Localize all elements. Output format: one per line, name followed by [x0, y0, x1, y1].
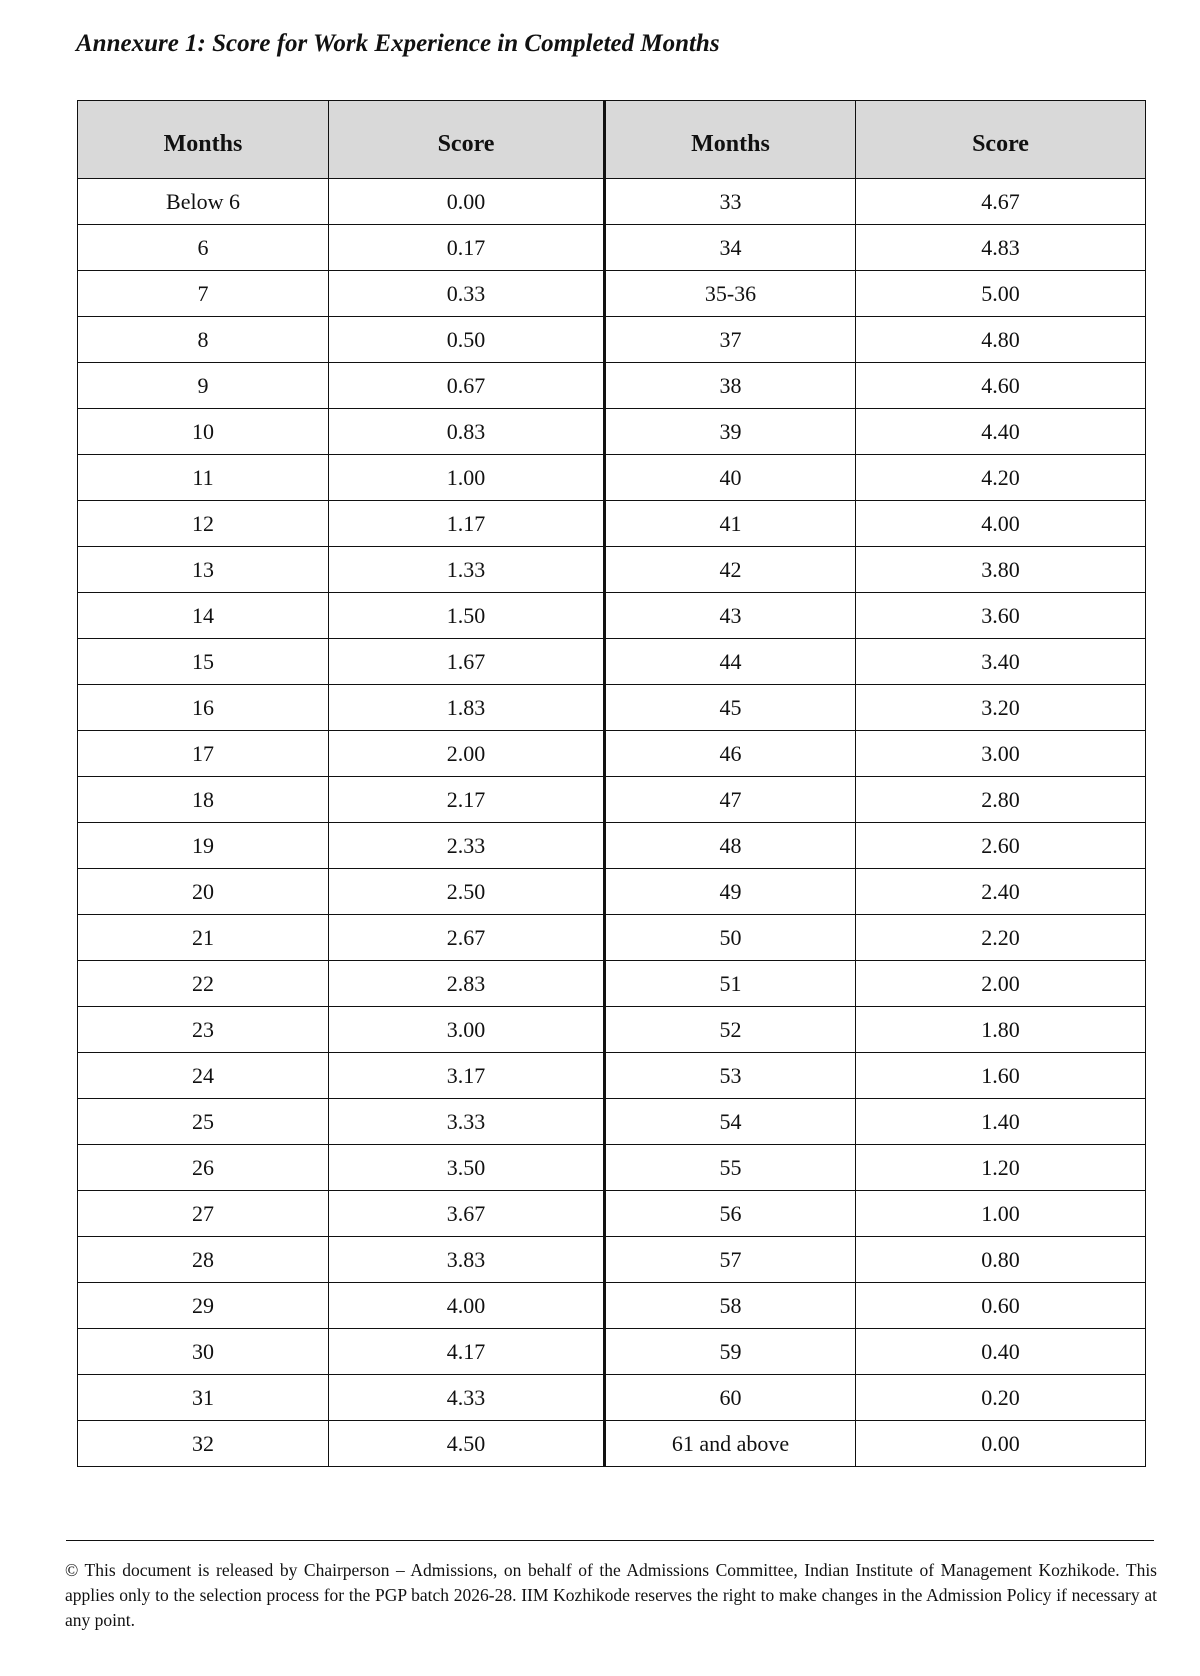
score-left-cell: 2.67	[329, 915, 605, 961]
score-left-cell: 4.17	[329, 1329, 605, 1375]
months-right-cell: 57	[605, 1237, 856, 1283]
months-left-cell: 23	[78, 1007, 329, 1053]
months-left-cell: 10	[78, 409, 329, 455]
months-right-cell: 43	[605, 593, 856, 639]
months-right-cell: 61 and above	[605, 1421, 856, 1467]
table-row	[78, 363, 1146, 409]
table-row	[78, 777, 1146, 823]
score-right-cell: 1.80	[856, 1007, 1146, 1053]
score-right-cell: 1.40	[856, 1099, 1146, 1145]
score-left-cell: 2.33	[329, 823, 605, 869]
score-left-cell: 0.50	[329, 317, 605, 363]
table-row	[78, 915, 1146, 961]
score-left-cell: 1.67	[329, 639, 605, 685]
table-row	[78, 1053, 1146, 1099]
table-row	[78, 1283, 1146, 1329]
months-right-cell: 58	[605, 1283, 856, 1329]
months-right-cell: 56	[605, 1191, 856, 1237]
months-left-cell: 29	[78, 1283, 329, 1329]
score-right-cell: 0.40	[856, 1329, 1146, 1375]
months-right-cell: 38	[605, 363, 856, 409]
table-row	[78, 1145, 1146, 1191]
score-right-cell: 3.60	[856, 593, 1146, 639]
months-right-cell: 60	[605, 1375, 856, 1421]
table-row	[78, 1007, 1146, 1053]
table-row	[78, 593, 1146, 639]
table-row	[78, 547, 1146, 593]
score-left-cell: 3.17	[329, 1053, 605, 1099]
months-right-cell: 33	[605, 179, 856, 225]
table-row	[78, 961, 1146, 1007]
table-row	[78, 1191, 1146, 1237]
score-left-cell: 2.00	[329, 731, 605, 777]
score-right-cell: 4.40	[856, 409, 1146, 455]
table-row	[78, 271, 1146, 317]
header-score-right: Score	[856, 101, 1146, 179]
score-right-cell: 0.00	[856, 1421, 1146, 1467]
table-row	[78, 869, 1146, 915]
score-right-cell: 0.80	[856, 1237, 1146, 1283]
months-left-cell: 31	[78, 1375, 329, 1421]
months-right-cell: 39	[605, 409, 856, 455]
months-right-cell: 44	[605, 639, 856, 685]
months-right-cell: 55	[605, 1145, 856, 1191]
score-right-cell: 2.00	[856, 961, 1146, 1007]
score-left-cell: 0.83	[329, 409, 605, 455]
months-left-cell: 11	[78, 455, 329, 501]
score-right-cell: 3.00	[856, 731, 1146, 777]
months-left-cell: 6	[78, 225, 329, 271]
months-right-cell: 34	[605, 225, 856, 271]
months-right-cell: 49	[605, 869, 856, 915]
score-right-cell: 2.80	[856, 777, 1146, 823]
months-left-cell: 13	[78, 547, 329, 593]
months-left-cell: 32	[78, 1421, 329, 1467]
score-left-cell: 3.83	[329, 1237, 605, 1283]
score-left-cell: 0.00	[329, 179, 605, 225]
months-right-cell: 50	[605, 915, 856, 961]
months-left-cell: 28	[78, 1237, 329, 1283]
months-right-cell: 37	[605, 317, 856, 363]
months-right-cell: 46	[605, 731, 856, 777]
score-right-cell: 2.40	[856, 869, 1146, 915]
score-left-cell: 4.33	[329, 1375, 605, 1421]
header-score-left: Score	[329, 101, 605, 179]
months-left-cell: 20	[78, 869, 329, 915]
months-left-cell: 16	[78, 685, 329, 731]
months-left-cell: 17	[78, 731, 329, 777]
months-left-cell: 12	[78, 501, 329, 547]
score-left-cell: 1.50	[329, 593, 605, 639]
score-right-cell: 4.67	[856, 179, 1146, 225]
score-right-cell: 1.20	[856, 1145, 1146, 1191]
table-row	[78, 317, 1146, 363]
score-right-cell: 2.60	[856, 823, 1146, 869]
header-months-right: Months	[605, 101, 856, 179]
table-row	[78, 639, 1146, 685]
table-row	[78, 1375, 1146, 1421]
score-left-cell: 3.67	[329, 1191, 605, 1237]
header-months-left: Months	[78, 101, 329, 179]
months-right-cell: 47	[605, 777, 856, 823]
table-row	[78, 731, 1146, 777]
table-row	[78, 225, 1146, 271]
table-row	[78, 409, 1146, 455]
months-right-cell: 53	[605, 1053, 856, 1099]
months-right-cell: 40	[605, 455, 856, 501]
months-left-cell: 27	[78, 1191, 329, 1237]
months-left-cell: 24	[78, 1053, 329, 1099]
table-header	[78, 101, 1146, 179]
months-right-cell: 51	[605, 961, 856, 1007]
months-left-cell: 14	[78, 593, 329, 639]
table-body	[78, 179, 1146, 1467]
score-left-cell: 0.33	[329, 271, 605, 317]
score-left-cell: 0.17	[329, 225, 605, 271]
score-left-cell: 2.50	[329, 869, 605, 915]
score-left-cell: 1.17	[329, 501, 605, 547]
table-row	[78, 823, 1146, 869]
months-right-cell: 42	[605, 547, 856, 593]
months-left-cell: 21	[78, 915, 329, 961]
months-right-cell: 35-36	[605, 271, 856, 317]
months-right-cell: 45	[605, 685, 856, 731]
score-left-cell: 3.00	[329, 1007, 605, 1053]
score-left-cell: 1.33	[329, 547, 605, 593]
months-left-cell: 8	[78, 317, 329, 363]
score-left-cell: 1.83	[329, 685, 605, 731]
score-right-cell: 3.20	[856, 685, 1146, 731]
score-right-cell: 0.20	[856, 1375, 1146, 1421]
table-row	[78, 685, 1146, 731]
table-row	[78, 1099, 1146, 1145]
annexure-title: Annexure 1: Score for Work Experience in Completed Months	[76, 30, 720, 57]
months-left-cell: 30	[78, 1329, 329, 1375]
months-left-cell: 18	[78, 777, 329, 823]
score-left-cell: 0.67	[329, 363, 605, 409]
months-left-cell: Below 6	[78, 179, 329, 225]
score-right-cell: 4.20	[856, 455, 1146, 501]
score-left-cell: 1.00	[329, 455, 605, 501]
score-left-cell: 3.50	[329, 1145, 605, 1191]
months-right-cell: 48	[605, 823, 856, 869]
months-left-cell: 9	[78, 363, 329, 409]
months-left-cell: 19	[78, 823, 329, 869]
table-row	[78, 501, 1146, 547]
months-right-cell: 41	[605, 501, 856, 547]
months-left-cell: 22	[78, 961, 329, 1007]
table-row	[78, 1421, 1146, 1467]
table-row	[78, 1237, 1146, 1283]
header-row	[78, 101, 1146, 179]
score-right-cell: 4.80	[856, 317, 1146, 363]
score-right-cell: 4.83	[856, 225, 1146, 271]
months-left-cell: 15	[78, 639, 329, 685]
score-left-cell: 4.00	[329, 1283, 605, 1329]
score-left-cell: 2.17	[329, 777, 605, 823]
table-row	[78, 179, 1146, 225]
work-experience-score-table	[77, 100, 1146, 1467]
score-right-cell: 4.60	[856, 363, 1146, 409]
table-row	[78, 455, 1146, 501]
score-right-cell: 2.20	[856, 915, 1146, 961]
score-right-cell: 4.00	[856, 501, 1146, 547]
score-right-cell: 3.40	[856, 639, 1146, 685]
months-right-cell: 52	[605, 1007, 856, 1053]
footer-note: © This document is released by Chairperson – Admissions, on behalf of the Admissions Committee, Indian Institute of Management Kozhikode. This applies only to the selection process for the PGP batch 2026-28. IIM Kozhikode reserves the right to make changes in the Admission Policy if necessary at any point.	[65, 1560, 1157, 1630]
months-right-cell: 59	[605, 1329, 856, 1375]
score-right-cell: 1.60	[856, 1053, 1146, 1099]
footer-divider	[66, 1540, 1154, 1541]
months-left-cell: 26	[78, 1145, 329, 1191]
table-row	[78, 1329, 1146, 1375]
months-left-cell: 7	[78, 271, 329, 317]
months-left-cell: 25	[78, 1099, 329, 1145]
score-right-cell: 3.80	[856, 547, 1146, 593]
score-left-cell: 4.50	[329, 1421, 605, 1467]
score-right-cell: 5.00	[856, 271, 1146, 317]
score-left-cell: 2.83	[329, 961, 605, 1007]
score-right-cell: 1.00	[856, 1191, 1146, 1237]
months-right-cell: 54	[605, 1099, 856, 1145]
score-left-cell: 3.33	[329, 1099, 605, 1145]
score-right-cell: 0.60	[856, 1283, 1146, 1329]
